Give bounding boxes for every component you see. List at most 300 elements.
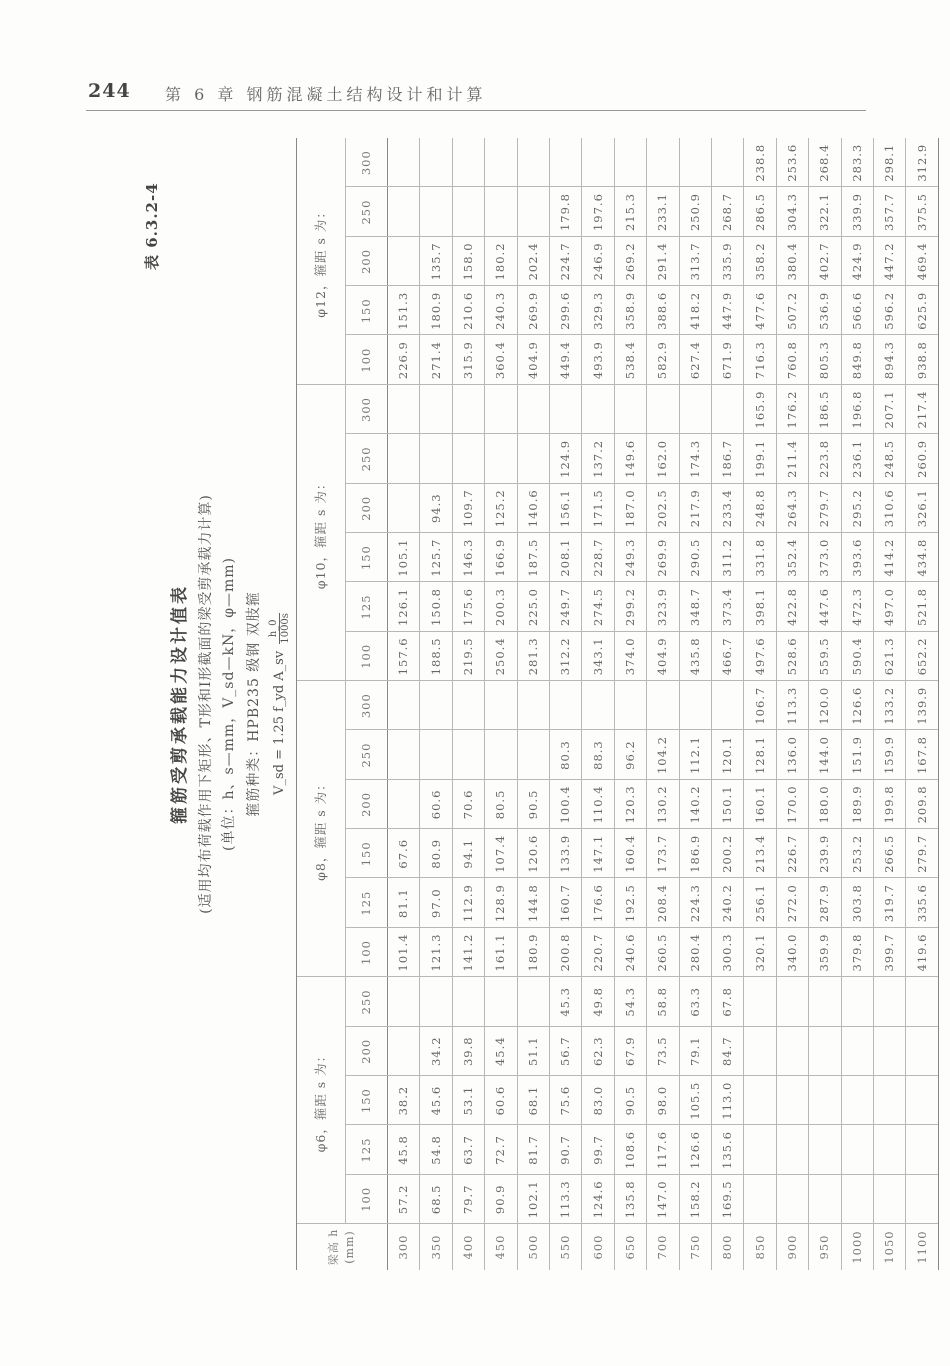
table-cell: 128.1 — [752, 736, 767, 775]
table-cell: 507.2 — [785, 291, 799, 330]
table-cell: 271.4 — [428, 341, 443, 380]
table-cell: 250.9 — [687, 193, 702, 232]
table-cell: 94.3 — [428, 493, 443, 524]
table-cell: 54.3 — [623, 987, 637, 1017]
table-cell: 209.8 — [914, 785, 929, 824]
table-cell: 240.6 — [623, 933, 637, 972]
beam-height-cell: 1050 — [882, 1230, 897, 1264]
table-cell: 45.4 — [493, 1036, 508, 1067]
table-cell: 236.1 — [849, 439, 864, 478]
table-cell: 79.7 — [461, 1184, 475, 1215]
table-cell: 189.9 — [849, 785, 864, 824]
table-cell: 169.5 — [720, 1180, 735, 1219]
row-divider — [484, 138, 485, 1270]
table-cell: 399.7 — [882, 933, 897, 972]
table-cell: 422.8 — [785, 588, 799, 626]
beam-height-cell: 900 — [785, 1234, 799, 1260]
table-cell: 590.4 — [849, 637, 864, 676]
table-cell: 126.6 — [849, 686, 864, 725]
table-cell: 497.0 — [882, 588, 897, 626]
table-cell: 67.9 — [623, 1036, 637, 1067]
table-cell: 70.6 — [461, 789, 475, 820]
table-cell: 418.2 — [687, 291, 702, 330]
table-cell: 240.3 — [493, 291, 508, 330]
spacing-header: 150 — [359, 545, 373, 571]
formula-denominator: 1000s — [280, 613, 291, 644]
table-cell: 300.3 — [720, 933, 735, 972]
table-cell: 149.6 — [623, 439, 637, 478]
table-cell: 388.6 — [655, 291, 670, 330]
table-cell: 447.6 — [817, 588, 832, 626]
table-title: 箍筋受剪承载能力设计值表 — [170, 584, 190, 824]
table-cell: 136.0 — [785, 736, 799, 775]
table-cell: 268.7 — [720, 193, 735, 232]
table-cell: 135.6 — [720, 1131, 735, 1169]
table-cell: 72.7 — [493, 1135, 508, 1165]
row-divider — [614, 138, 615, 1270]
table-cell: 224.3 — [687, 884, 702, 923]
spacing-header: 200 — [359, 791, 373, 817]
row-divider — [419, 138, 420, 1270]
table-cell: 81.7 — [525, 1135, 540, 1165]
table-cell: 96.2 — [623, 740, 637, 770]
table-cell: 226.9 — [396, 341, 411, 380]
table-cell: 239.9 — [817, 834, 832, 873]
beam-height-cell: 750 — [687, 1234, 702, 1260]
table-cell: 449.4 — [558, 341, 573, 380]
table-cell: 113.0 — [720, 1081, 735, 1120]
table-cell: 63.7 — [461, 1135, 475, 1165]
table-cell: 110.4 — [590, 785, 605, 824]
table-cell: 166.9 — [493, 538, 508, 577]
table-cell: 120.6 — [525, 834, 540, 873]
table-cell: 188.5 — [428, 637, 443, 676]
table-cell: 760.8 — [785, 341, 799, 380]
table-cell: 180.2 — [493, 242, 508, 281]
table-cell: 249.3 — [623, 538, 637, 577]
table-cell: 352.4 — [785, 538, 799, 577]
beam-height-cell: 650 — [623, 1234, 637, 1260]
table-cell: 51.1 — [525, 1036, 540, 1067]
table-cell: 312.2 — [558, 637, 573, 676]
table-cell: 215.3 — [623, 193, 637, 232]
table-cell: 220.7 — [590, 933, 605, 972]
table-cell: 299.6 — [558, 291, 573, 330]
row-divider — [905, 138, 906, 1270]
spacing-header: 200 — [359, 248, 373, 274]
table-cell: 144.0 — [817, 736, 832, 775]
table-cell: 105.5 — [687, 1081, 702, 1120]
spacing-header: 300 — [359, 397, 373, 422]
spacing-header: 250 — [359, 446, 373, 472]
table-cell: 402.7 — [817, 242, 832, 281]
table-cell: 150.1 — [720, 785, 735, 824]
beam-height-cell: 800 — [720, 1234, 735, 1260]
table-cell: 805.3 — [817, 341, 832, 380]
table-cell: 938.8 — [914, 341, 929, 380]
table-cell: 466.7 — [720, 637, 735, 676]
table-cell: 331.8 — [752, 538, 767, 577]
formula-numerator: h_0 — [268, 613, 280, 644]
spacing-header: 125 — [359, 890, 373, 916]
table-cell: 343.1 — [590, 637, 605, 676]
table-cell: 249.7 — [558, 588, 573, 626]
table-cell: 171.5 — [590, 489, 605, 528]
table-cell: 264.3 — [785, 489, 799, 528]
table-cell: 279.7 — [914, 834, 929, 873]
beam-height-cell: 400 — [461, 1234, 475, 1260]
table-cell: 322.1 — [817, 193, 832, 232]
table-cell: 211.4 — [785, 439, 799, 478]
table-cell: 167.8 — [914, 736, 929, 775]
table-cell: 894.3 — [882, 341, 897, 380]
table-cell: 109.7 — [461, 489, 475, 528]
table-cell: 716.3 — [752, 341, 767, 380]
table-cell: 90.7 — [558, 1135, 573, 1165]
table-cell: 126.1 — [396, 588, 411, 626]
row-divider — [776, 138, 777, 1270]
table-cell: 140.6 — [525, 489, 540, 528]
spacing-header: 125 — [359, 1137, 373, 1163]
table-cell: 117.6 — [655, 1131, 670, 1169]
column-divider — [297, 384, 938, 385]
table-cell: 339.9 — [849, 193, 864, 232]
table-cell: 477.6 — [752, 291, 767, 330]
table-cell: 60.6 — [493, 1085, 508, 1116]
table-cell: 226.7 — [785, 834, 799, 873]
table-cell: 54.8 — [428, 1135, 443, 1165]
table-cell: 133.9 — [558, 834, 573, 873]
beam-height-cell: 300 — [396, 1234, 411, 1260]
table-cell: 199.1 — [752, 439, 767, 478]
table-cell: 158.0 — [461, 242, 475, 281]
table-cell: 105.1 — [396, 538, 411, 577]
table-cell: 157.6 — [396, 637, 411, 676]
table-cell: 133.2 — [882, 686, 897, 725]
table-cell: 250.4 — [493, 637, 508, 676]
table-cell: 79.1 — [687, 1036, 702, 1067]
table-cell: 348.7 — [687, 588, 702, 626]
table-cell: 253.6 — [785, 143, 799, 182]
table-cell: 83.0 — [590, 1085, 605, 1116]
table-cell: 62.3 — [590, 1036, 605, 1067]
table-cell: 291.4 — [655, 242, 670, 281]
table-cell: 147.0 — [655, 1180, 670, 1219]
formula-fraction — [268, 613, 291, 644]
header-rule — [86, 110, 866, 111]
group-header: φ10，箍距 s 为： — [313, 476, 328, 590]
table-cell: 274.5 — [590, 588, 605, 626]
table-cell: 398.1 — [752, 588, 767, 626]
table-cell: 88.3 — [590, 740, 605, 770]
table-cell: 94.1 — [461, 838, 475, 869]
table-cell: 170.0 — [785, 785, 799, 824]
row-divider — [517, 138, 518, 1270]
table-cell: 303.8 — [849, 884, 864, 923]
table-cell: 67.8 — [720, 987, 735, 1017]
table-cell: 150.8 — [428, 588, 443, 626]
table-cell: 375.5 — [914, 193, 929, 232]
table-cell: 175.6 — [461, 588, 475, 626]
page-number: 244 — [88, 80, 131, 102]
table-cell: 135.8 — [623, 1180, 637, 1219]
table-cell: 197.6 — [590, 193, 605, 232]
chapter-title: 第 6 章 钢筋混凝土结构设计和计算 — [165, 85, 487, 104]
table-cell: 137.2 — [590, 439, 605, 478]
table-cell: 280.4 — [687, 933, 702, 972]
table-cell: 213.4 — [752, 834, 767, 873]
table-cell: 192.5 — [623, 884, 637, 923]
table-cell: 627.4 — [687, 341, 702, 380]
table-cell: 180.0 — [817, 785, 832, 824]
table-cell: 269.9 — [525, 291, 540, 330]
spacing-header: 200 — [359, 495, 373, 521]
table-cell: 160.7 — [558, 884, 573, 923]
beam-height-cell: 1100 — [914, 1230, 929, 1264]
table-cell: 287.9 — [817, 884, 832, 923]
beam-height-cell: 350 — [428, 1234, 443, 1260]
table-cell: 196.8 — [849, 390, 864, 429]
table-cell: 447.2 — [882, 242, 897, 281]
table-cell: 99.7 — [590, 1135, 605, 1165]
table-cell: 849.8 — [849, 341, 864, 380]
table-cell: 200.2 — [720, 834, 735, 873]
table-cell: 238.8 — [752, 143, 767, 182]
table-cell: 207.1 — [882, 390, 897, 429]
table-cell: 120.1 — [720, 736, 735, 775]
table-cell: 521.8 — [914, 588, 929, 626]
table-cell: 225.0 — [525, 588, 540, 626]
table-cell: 112.1 — [687, 736, 702, 775]
table-cell: 174.3 — [687, 439, 702, 478]
table-cell: 248.5 — [882, 439, 897, 478]
table-cell: 199.8 — [882, 785, 897, 824]
table-cell: 298.1 — [882, 143, 897, 182]
table-id: 表 6.3.2-4 — [143, 182, 161, 270]
table-cell: 248.8 — [752, 489, 767, 528]
table-cell: 147.1 — [590, 834, 605, 873]
table-cell: 53.1 — [461, 1085, 475, 1116]
beam-height-cell: 1000 — [849, 1230, 864, 1264]
table-cell: 253.2 — [849, 834, 864, 873]
table-cell: 312.9 — [914, 143, 929, 182]
table-cell: 315.9 — [461, 341, 475, 380]
table-cell: 304.3 — [785, 193, 799, 232]
table-cell: 180.9 — [525, 933, 540, 972]
table-cell: 566.6 — [849, 291, 864, 330]
table-cell: 186.5 — [817, 390, 832, 429]
table-cell: 283.3 — [849, 143, 864, 182]
shear-formula — [268, 138, 291, 1270]
table-cell: 162.0 — [655, 439, 670, 478]
table-cell: 68.5 — [428, 1184, 443, 1215]
table-cell: 260.5 — [655, 933, 670, 972]
table-cell: 57.2 — [396, 1184, 411, 1215]
row-divider — [711, 138, 712, 1270]
table-cell: 269.2 — [623, 242, 637, 281]
column-divider — [297, 976, 938, 977]
table-cell: 38.2 — [396, 1085, 411, 1116]
table-cell: 63.3 — [687, 987, 702, 1017]
spacing-header: 100 — [359, 643, 373, 669]
table-cell: 81.1 — [396, 888, 411, 918]
table-cell: 45.8 — [396, 1135, 411, 1165]
table-cell: 208.4 — [655, 884, 670, 923]
spacing-header: 300 — [359, 693, 373, 719]
beam-height-cell: 850 — [752, 1234, 767, 1260]
spacing-header: 250 — [359, 199, 373, 225]
table-cell: 200.8 — [558, 933, 573, 972]
table-cell: 435.8 — [687, 637, 702, 676]
table-cell: 151.3 — [396, 291, 411, 330]
table-cell: 187.0 — [623, 489, 637, 528]
table-cell: 536.9 — [817, 291, 832, 330]
spacing-header: 100 — [359, 1186, 373, 1212]
table-cell: 652.2 — [914, 637, 929, 676]
table-cell: 80.9 — [428, 838, 443, 869]
table-cell: 379.8 — [849, 933, 864, 972]
header-divider — [345, 138, 346, 1224]
table-cell: 311.2 — [720, 538, 735, 577]
table-cell: 97.0 — [428, 888, 443, 918]
table-cell: 424.9 — [849, 242, 864, 281]
formula-main: V_sd = 1.25 f_yd A_sv — [272, 650, 287, 795]
table-cell: 538.4 — [623, 341, 637, 380]
table-cell: 219.5 — [461, 637, 475, 676]
table-cell: 404.9 — [655, 637, 670, 676]
spacing-header: 250 — [359, 742, 373, 768]
table-cell: 187.5 — [525, 538, 540, 577]
table-cell: 260.9 — [914, 439, 929, 478]
table-cell: 45.6 — [428, 1085, 443, 1116]
table-cell: 621.3 — [882, 637, 897, 676]
table-cell: 497.6 — [752, 637, 767, 676]
table-subtitle-units: (单位：h、s—mm，V_sd—kN，φ—mm) — [221, 556, 237, 852]
table-cell: 279.7 — [817, 489, 832, 528]
table-cell: 120.3 — [623, 785, 637, 824]
table-cell: 472.3 — [849, 588, 864, 626]
table-cell: 107.4 — [493, 834, 508, 873]
table-cell: 60.6 — [428, 789, 443, 820]
header-bottom-rule — [387, 138, 388, 1270]
table-cell: 559.5 — [817, 637, 832, 676]
table-subtitle-stirrup-type: 箍筋种类：HPB235 级钢 双肢箍 — [246, 591, 262, 817]
stirrup-table-grid — [296, 138, 929, 1270]
table-cell: 151.9 — [849, 736, 864, 775]
table-cell: 335.9 — [720, 242, 735, 281]
spacing-header: 150 — [359, 298, 373, 324]
table-cell: 319.7 — [882, 884, 897, 923]
table-cell: 224.7 — [558, 242, 573, 281]
table-cell: 90.5 — [525, 789, 540, 820]
table-cell: 160.1 — [752, 785, 767, 824]
table-subtitle-scope: (适用均布荷载作用下矩形、T形和I形截面的梁受剪承载力计算) — [198, 494, 214, 914]
table-cell: 101.4 — [396, 933, 411, 972]
beam-height-cell: 500 — [525, 1234, 540, 1260]
beam-height-cell: 550 — [558, 1234, 573, 1260]
table-cell: 335.6 — [914, 884, 929, 923]
table-cell: 135.7 — [428, 242, 443, 281]
table-cell: 146.3 — [461, 538, 475, 577]
spacing-header: 150 — [359, 841, 373, 867]
row-divider — [873, 138, 874, 1270]
rotated-table-page — [93, 138, 929, 1270]
table-cell: 68.1 — [525, 1085, 540, 1116]
table-cell: 39.8 — [461, 1036, 475, 1067]
row-divider — [581, 138, 582, 1270]
table-cell: 156.1 — [558, 489, 573, 528]
table-cell: 120.0 — [817, 686, 832, 725]
table-cell: 173.7 — [655, 834, 670, 873]
table-cell: 139.9 — [914, 686, 929, 725]
table-cell: 281.3 — [525, 637, 540, 676]
beam-height-cell: 600 — [590, 1234, 605, 1260]
table-cell: 84.7 — [720, 1036, 735, 1067]
table-cell: 67.6 — [396, 838, 411, 869]
table-cell: 373.0 — [817, 538, 832, 577]
table-cell: 358.9 — [623, 291, 637, 330]
table-cell: 268.4 — [817, 143, 832, 182]
row-divider — [743, 138, 744, 1270]
table-cell: 140.2 — [687, 785, 702, 824]
row-divider — [549, 138, 550, 1270]
table-cell: 144.8 — [525, 884, 540, 923]
spacing-header: 100 — [359, 940, 373, 965]
table-cell: 108.6 — [623, 1131, 637, 1169]
table-cell: 233.1 — [655, 193, 670, 232]
table-cell: 202.4 — [525, 242, 540, 281]
table-cell: 104.2 — [655, 736, 670, 775]
table-cell: 217.9 — [687, 489, 702, 528]
column-divider — [297, 1223, 938, 1224]
table-cell: 380.4 — [785, 242, 799, 281]
group-header: φ12，箍距 s 为： — [313, 205, 328, 318]
table-cell: 200.3 — [493, 588, 508, 626]
table-cell: 228.7 — [590, 538, 605, 577]
row-divider — [679, 138, 680, 1270]
table-cell: 299.2 — [623, 588, 637, 626]
table-cell: 223.8 — [817, 439, 832, 478]
table-cell: 447.9 — [720, 291, 735, 330]
table-cell: 75.6 — [558, 1085, 573, 1116]
table-cell: 202.5 — [655, 489, 670, 528]
table-cell: 358.2 — [752, 242, 767, 281]
table-cell: 210.6 — [461, 291, 475, 330]
table-cell: 45.3 — [558, 987, 573, 1017]
table-cell: 141.2 — [461, 933, 475, 972]
table-cell: 217.4 — [914, 390, 929, 429]
table-cell: 73.5 — [655, 1036, 670, 1067]
beam-height-cell: 950 — [817, 1234, 832, 1260]
table-cell: 121.3 — [428, 933, 443, 972]
table-cell: 272.0 — [785, 884, 799, 923]
row-divider — [646, 138, 647, 1270]
table-cell: 100.4 — [558, 785, 573, 824]
corner-label: 梁高 h (mm) — [327, 1228, 356, 1266]
table-cell: 340.0 — [785, 933, 799, 972]
table-cell: 90.5 — [623, 1085, 637, 1116]
table-cell: 34.2 — [428, 1036, 443, 1067]
table-bottom-rule — [938, 138, 939, 1270]
beam-height-cell: 700 — [655, 1234, 670, 1260]
table-cell: 246.9 — [590, 242, 605, 281]
table-cell: 493.9 — [590, 341, 605, 380]
table-cell: 404.9 — [525, 341, 540, 380]
table-cell: 126.6 — [687, 1131, 702, 1169]
spacing-header: 250 — [359, 989, 373, 1015]
group-header: φ8，箍距 s 为： — [313, 777, 328, 881]
table-cell: 373.4 — [720, 588, 735, 626]
